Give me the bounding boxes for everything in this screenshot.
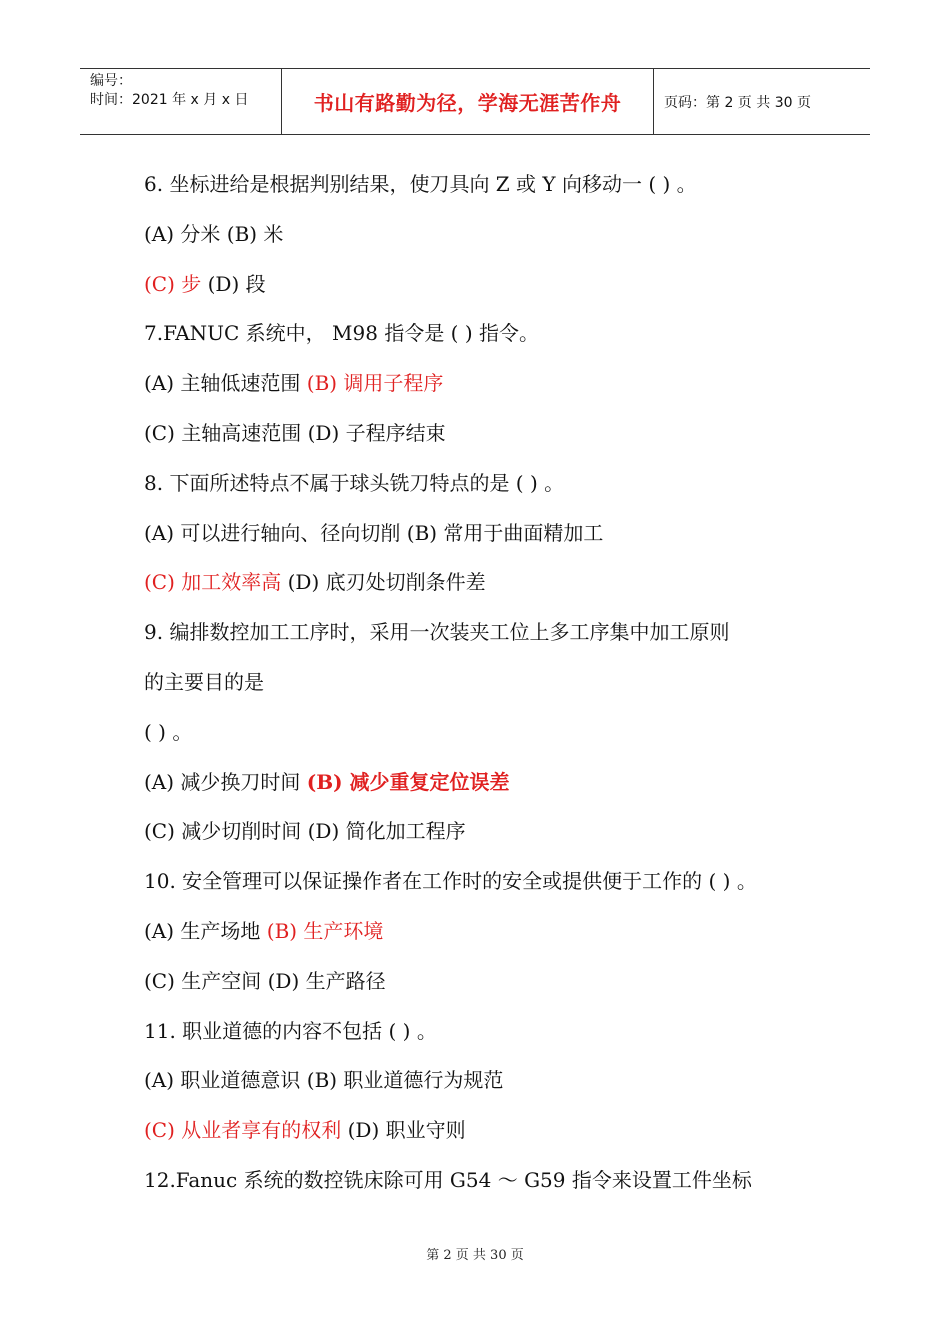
answer-option: (B) 生产环境 xyxy=(266,918,384,943)
question-11-options-ab: (A) 职业道德意识 (B) 职业道德行为规范 xyxy=(144,1068,504,1093)
question-11-options-cd xyxy=(144,1106,844,1156)
question-7-options-ab xyxy=(144,359,844,409)
header-page-cell xyxy=(654,69,870,134)
option-text: (D) 段 xyxy=(201,271,266,296)
option-text: (A) 主轴低速范围 xyxy=(144,371,307,396)
option-text: (D) 职业守则 xyxy=(341,1118,466,1143)
question-8-options-ab: (A) 可以进行轴向、径向切削 (B) 常用于曲面精加工 xyxy=(144,520,604,545)
question-7: 7.FANUC 系统中， M98 指令是 ( ) 指令。 xyxy=(144,321,539,346)
header-motto: 书山有路勤为径，学海无涯苦作舟 xyxy=(313,91,622,115)
question-10: 10. 安全管理可以保证操作者在工作时的安全或提供便于工作的 ( ) 。 xyxy=(144,869,757,894)
answer-option: (C) 从业者享有的权利 xyxy=(144,1118,342,1143)
answer-option: (C) 步 xyxy=(144,271,202,296)
question-9: 9. 编排数控加工工序时，采用一次装夹工位上多工序集中加工原则 xyxy=(144,620,730,645)
question-8: 8. 下面所述特点不属于球头铣刀特点的是 ( ) 。 xyxy=(144,470,565,495)
answer-option: (B) 减少重复定位误差 xyxy=(306,769,510,794)
page-footer: 第 2 页 共 30 页 xyxy=(426,1248,524,1263)
question-9-continued: 的主要目的是 xyxy=(144,669,264,694)
question-6-options-ab: (A) 分米 (B) 米 xyxy=(144,221,284,246)
question-8-options-cd xyxy=(144,558,844,608)
question-9-options-ab xyxy=(144,758,844,808)
question-6-options-cd xyxy=(144,260,844,310)
question-6: 6. 坐标进给是根据判别结果，使刀具向 Z 或 Y 向移动一 ( ) 。 xyxy=(144,172,697,196)
document-body xyxy=(144,160,844,1206)
question-7-options-cd: (C) 主轴高速范围 (D) 子程序结束 xyxy=(144,420,446,445)
option-text: (D) 底刃处切削条件差 xyxy=(281,570,486,595)
answer-option: (B) 调用子程序 xyxy=(306,371,444,396)
question-9-blank: ( ) 。 xyxy=(144,719,193,744)
question-10-options-ab xyxy=(144,907,844,957)
header-motto-cell xyxy=(282,69,654,134)
header-page-number: 页码：第 2 页 共 30 页 xyxy=(664,94,811,111)
question-11: 11. 职业道德的内容不包括 ( ) 。 xyxy=(144,1018,437,1043)
option-text: (A) 生产场地 xyxy=(144,918,267,943)
document-date: 时间：2021 年 x 月 x 日 xyxy=(90,92,249,108)
answer-option: (C) 加工效率高 xyxy=(144,570,282,595)
question-9-options-cd: (C) 减少切削时间 (D) 简化加工程序 xyxy=(144,819,466,844)
question-12: 12.Fanuc 系统的数控铣床除可用 G54 ～ G59 指令来设置工件坐标 xyxy=(144,1167,752,1192)
question-10-options-cd: (C) 生产空间 (D) 生产路径 xyxy=(144,968,386,993)
document-number: 编号： xyxy=(90,73,132,89)
page-header xyxy=(80,68,870,135)
option-text: (A) 减少换刀时间 xyxy=(144,769,307,794)
header-meta xyxy=(80,69,282,134)
